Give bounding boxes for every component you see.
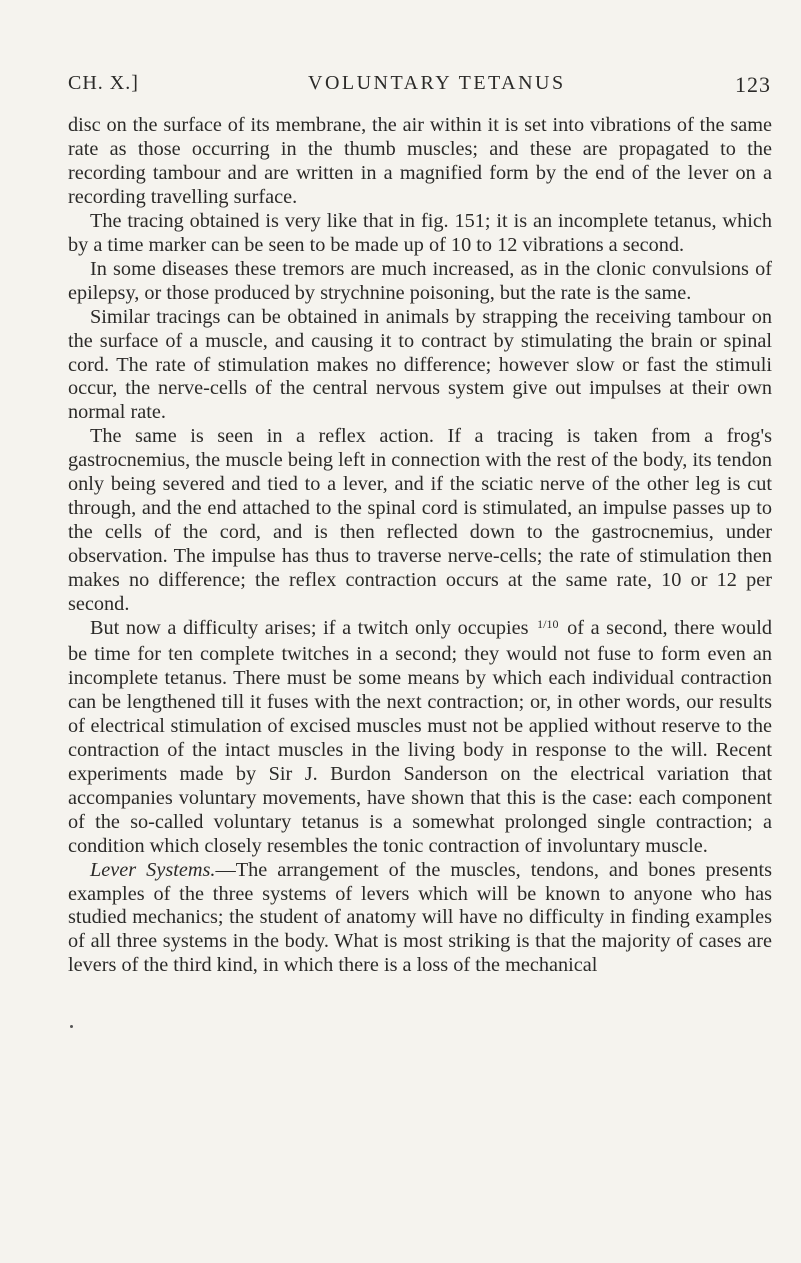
paragraph-text: —The arrangement of the muscles, tendons, and bones presents examples of the three systems of levers which will be known to anyone who has studied mechanics; the student of anatomy will have no difficulty in finding examples of all three systems in the body. What is most striking is that the majority of cases are levers of the third kind, in which there is a loss of the mechanical [68,858,772,977]
paragraph: In some diseases these tremors are much increased, as in the clonic convulsions of epilepsy, or those produced by strychnine poisoning, but the rate is the same. [68,257,772,304]
page-number: 123 [735,72,771,97]
ink-speck [70,1025,73,1028]
paragraph: The same is seen in a reflex action. If a tracing is taken from a frog's gastrocnemius, the muscle being left in connection with the rest of the body, its tendon only being severed and tied to a lever, and if the sciatic nerve of the other leg is cut through, and the end attached to the spinal cord is stimulated, an impulse passes up to the cells of the cord, and is then reflected down to the gastrocnemius, under observation. The impulse has thus to traverse nerve-cells; the rate of stimulation then makes no difference; the reflex contraction occurs at the same rate, 10 or 12 per second. [68,425,772,616]
section-heading: Lever Systems. [90,858,216,881]
fraction: 1/10 [537,617,559,632]
paragraph-text: of a second, there would be time for ten complete twitches in a second; they would not fuse to form even an incomplete tetanus. There must be some means by which each individual contraction can be lengthened till it fuses with the next contraction; or, in other words, our results of electrical stimulation of excised muscles must not be applied without reserve to the contraction of the intact muscles in the living body in response to the will. Recent experiments made by Sir J. Burdon Sanderson on the electrical variation that accompanies voluntary movements, have shown that this is the case: each component of the so-called voluntary tetanus is a somewhat prolonged single contraction; a condition which closely resembles the tonic contraction of involuntary muscle. [68,617,772,857]
body-text [68,114,772,978]
paragraph-text: But now a difficulty arises; if a twitch only occupies [90,617,529,640]
running-title: VOLUNTARY TETANUS [308,72,566,94]
running-header [68,72,771,102]
paragraph: disc on the surface of its membrane, the air within it is set into vibrations of the same rate as those occurring in the thumb muscles; and these are propagated to the recording tambour and are written in a magnified form by the end of the lever on a recording travelling surface. [68,114,772,208]
paragraph: The tracing obtained is very like that in fig. 151; it is an incomplete tetanus, which by a time marker can be seen to be made up of 10 to 12 vibrations a second. [68,209,772,256]
chapter-label: CH. X.] [68,72,139,94]
paragraph [68,617,772,859]
paragraph [68,859,772,979]
paragraph: Similar tracings can be obtained in animals by strapping the receiving tambour on the surface of a muscle, and causing it to contract by stimulating the brain or spinal cord. The rate of stimulation makes no difference; however slow or fast the stimuli occur, the nerve-cells of the central nervous system give out impulses at their own normal rate. [68,305,772,424]
